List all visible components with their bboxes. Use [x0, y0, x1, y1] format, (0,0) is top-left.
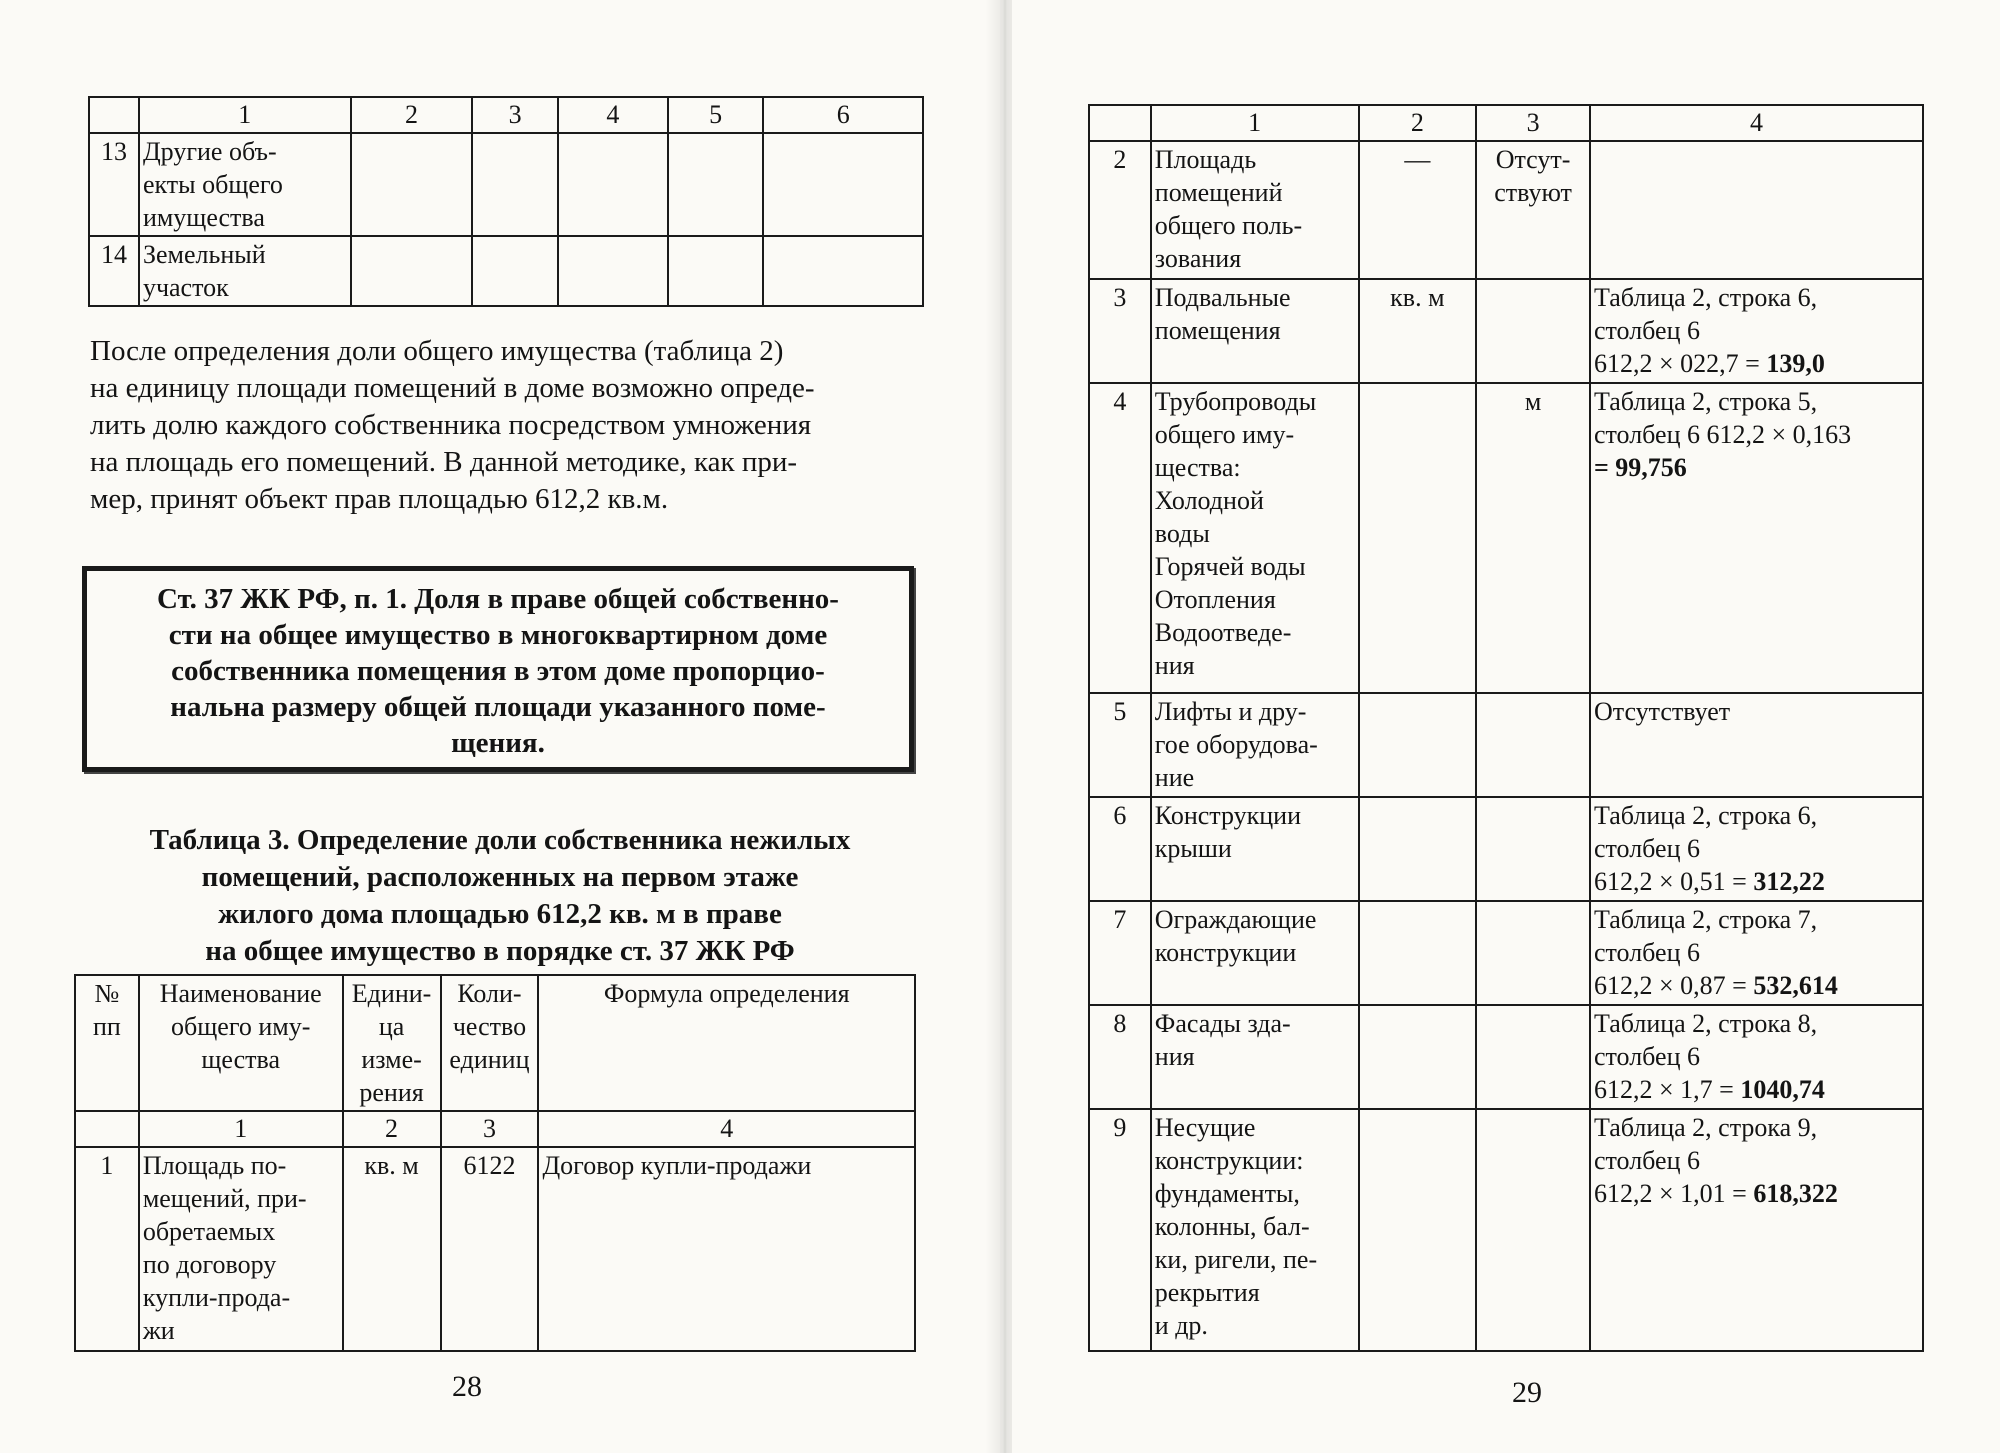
col-header-unit: Едини- ца изме- рения: [343, 975, 441, 1111]
law-quote-box: Ст. 37 ЖК РФ, п. 1. Доля в праве общей собственно- сти на общее имущество в многоквартирном доме собственника помещения в этом доме пропорцио- нальна размеру общей площади указанного поме- щения.: [82, 566, 914, 772]
row-number: 6: [1089, 797, 1151, 901]
header-cell: 4: [1590, 105, 1923, 141]
row-quantity: 6122: [441, 1147, 539, 1351]
table-row: [1089, 797, 1923, 901]
col-number: 3: [441, 1111, 539, 1147]
row-quantity: [1476, 1109, 1590, 1351]
top-table: [88, 96, 924, 307]
empty-cell: [558, 133, 668, 236]
header-cell: 3: [1476, 105, 1590, 141]
row-name: Конструкции крыши: [1151, 797, 1359, 901]
empty-cell: [763, 236, 923, 306]
formula-result: = 99,756: [1593, 453, 1687, 482]
col-number: 4: [538, 1111, 915, 1147]
row-number: 13: [89, 133, 139, 236]
table-row: [1089, 1109, 1923, 1351]
row-unit: [1359, 797, 1477, 901]
row-quantity: [1476, 1005, 1590, 1109]
empty-cell: [763, 133, 923, 236]
row-number: 9: [1089, 1109, 1151, 1351]
row-number: 7: [1089, 901, 1151, 1005]
row-unit: [1359, 383, 1477, 693]
row-formula: [1590, 1005, 1923, 1109]
formula-result: 1040,74: [1740, 1075, 1825, 1104]
header-cell: 2: [1359, 105, 1477, 141]
empty-cell: [668, 236, 764, 306]
header-cell: 1: [1151, 105, 1359, 141]
row-name: Лифты и дру- гое оборудова- ние: [1151, 693, 1359, 797]
table-row: [75, 1147, 915, 1351]
table-row: [1089, 901, 1923, 1005]
row-number: 4: [1089, 383, 1151, 693]
row-number: 8: [1089, 1005, 1151, 1109]
header-cell: 2: [351, 97, 473, 133]
row-number: 2: [1089, 141, 1151, 279]
col-header-number: № пп: [75, 975, 139, 1111]
row-number: 14: [89, 236, 139, 306]
table-row: [1089, 279, 1923, 383]
row-quantity: [1476, 797, 1590, 901]
header-cell: 5: [668, 97, 764, 133]
table-header-row: [1089, 105, 1923, 141]
row-name: Другие объ- екты общего имущества: [139, 133, 351, 236]
row-name: Площадь помещений общего поль- зования: [1151, 141, 1359, 279]
header-cell: [89, 97, 139, 133]
empty-cell: [351, 236, 473, 306]
table3-caption: Таблица 3. Определение доли собственника нежилых помещений, расположенных на первом этаже жилого дома площадью 612,2 кв. м в праве на общее имущество в порядке ст. 37 ЖК РФ: [149, 824, 851, 967]
formula-text: Таблица 2, строка 6, столбец 6 612,2 × 022,7 =: [1593, 283, 1818, 378]
empty-cell: [472, 133, 558, 236]
header-cell: 4: [558, 97, 668, 133]
row-unit: —: [1359, 141, 1477, 279]
row-quantity: [1476, 279, 1590, 383]
formula-result: 532,614: [1753, 971, 1838, 1000]
empty-cell: [472, 236, 558, 306]
empty-cell: [558, 236, 668, 306]
row-unit: кв. м: [343, 1147, 441, 1351]
header-cell: 1: [139, 97, 351, 133]
right-page: [1012, 0, 2000, 1453]
table3: [74, 974, 916, 1352]
row-name: Фасады зда- ния: [1151, 1005, 1359, 1109]
row-number: 5: [1089, 693, 1151, 797]
table-row: [89, 133, 923, 236]
header-cell: [1089, 105, 1151, 141]
row-number: 3: [1089, 279, 1151, 383]
row-name: Трубопроводы общего иму- щества: Холодной воды Горячей воды Отопления Водоотведе- ния: [1151, 383, 1359, 693]
col-header-quantity: Коли- чество единиц: [441, 975, 539, 1111]
row-quantity: [1476, 693, 1590, 797]
row-unit: [1359, 901, 1477, 1005]
row-formula: [1590, 1109, 1923, 1351]
header-cell: 3: [472, 97, 558, 133]
col-header-formula: Формула определения: [538, 975, 915, 1111]
table3-number-row: [75, 1111, 915, 1147]
table3-header-row: [75, 975, 915, 1111]
row-formula: [1590, 383, 1923, 693]
row-formula: [1590, 901, 1923, 1005]
row-formula: [1590, 279, 1923, 383]
row-formula: [1590, 693, 1923, 797]
formula-text: Отсутствует: [1593, 697, 1731, 726]
table-row: [89, 236, 923, 306]
row-formula: [1590, 141, 1923, 279]
row-quantity: [1476, 901, 1590, 1005]
row-unit: кв. м: [1359, 279, 1477, 383]
row-formula: [1590, 797, 1923, 901]
row-unit: [1359, 1109, 1477, 1351]
body-paragraph: После определения доли общего имущества (таблица 2) на единицу площади помещений в доме возможно опреде- лить долю каждого собственника посредством умножения на площадь его помещений. В данной методике, как при- мер, принят объект прав площадью 612,2 кв.м.: [90, 335, 815, 515]
table-header-row: [89, 97, 923, 133]
col-header-name: Наименование общего иму- щества: [139, 975, 343, 1111]
row-name: Несущие конструкции: фундаменты, колонны, бал- ки, ригели, пе- рекрытия и др.: [1151, 1109, 1359, 1351]
formula-result: 139,0: [1766, 349, 1825, 378]
page-number: 29: [1512, 1376, 1542, 1409]
row-formula: Договор купли-продажи: [538, 1147, 915, 1351]
row-name: Земельный участок: [139, 236, 351, 306]
empty-cell: [75, 1111, 139, 1147]
formula-text: Таблица 2, строка 6, столбец 6 612,2 × 0,51 =: [1593, 801, 1818, 896]
formula-text: Таблица 2, строка 8, столбец 6 612,2 × 1,7 =: [1593, 1009, 1818, 1104]
row-quantity: Отсут- ствуют: [1476, 141, 1590, 279]
empty-cell: [351, 133, 473, 236]
formula-result: 618,322: [1753, 1179, 1838, 1208]
row-name: Площадь по- мещений, при- обретаемых по договору купли-прода- жи: [139, 1147, 343, 1351]
page-number: 28: [452, 1370, 482, 1403]
col-number: 2: [343, 1111, 441, 1147]
row-unit: [1359, 1005, 1477, 1109]
table-row: [1089, 383, 1923, 693]
formula-text: Таблица 2, строка 9, столбец 6 612,2 × 1,01 =: [1593, 1113, 1818, 1208]
empty-cell: [668, 133, 764, 236]
formula-text: Таблица 2, строка 7, столбец 6 612,2 × 0,87 =: [1593, 905, 1818, 1000]
formula-result: 312,22: [1753, 867, 1825, 896]
right-table: [1088, 104, 1924, 1352]
table-row: [1089, 1005, 1923, 1109]
col-number: 1: [139, 1111, 343, 1147]
header-cell: 6: [763, 97, 923, 133]
row-unit: [1359, 693, 1477, 797]
row-number: 1: [75, 1147, 139, 1351]
table-row: [1089, 141, 1923, 279]
formula-text: Таблица 2, строка 5, столбец 6 612,2 × 0,163: [1593, 387, 1852, 449]
row-quantity: м: [1476, 383, 1590, 693]
row-name: Ограждающие конструкции: [1151, 901, 1359, 1005]
table-row: [1089, 693, 1923, 797]
row-name: Подвальные помещения: [1151, 279, 1359, 383]
